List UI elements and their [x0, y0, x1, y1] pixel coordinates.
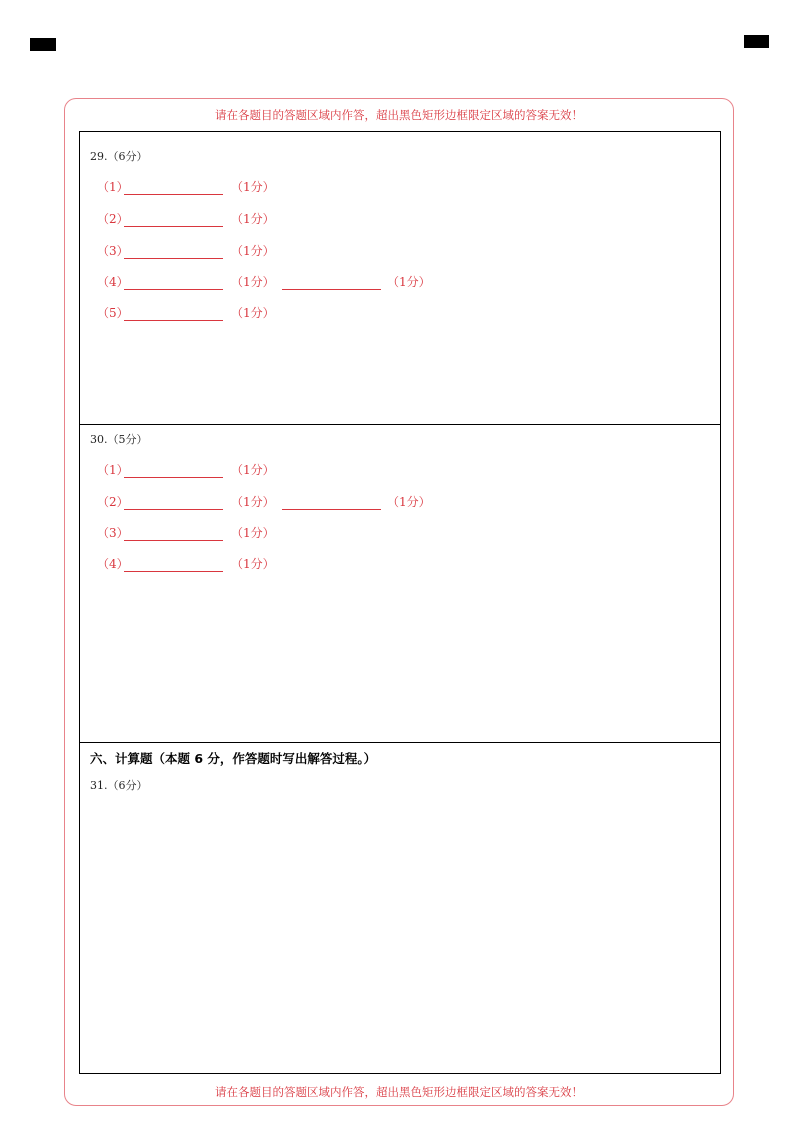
answer-blank[interactable] — [124, 214, 223, 227]
answer-blank[interactable] — [124, 559, 223, 572]
q29-item-2: （2） （1分） — [97, 212, 275, 226]
answer-blank[interactable] — [282, 277, 381, 290]
question-29-label: 29.（6分） — [90, 150, 148, 163]
answer-blank[interactable] — [282, 497, 381, 510]
q29-item-1: （1） （1分） — [97, 180, 275, 194]
q30-item-1: （1） （1分） — [97, 463, 275, 477]
question-31-box[interactable] — [79, 742, 721, 1074]
answer-blank[interactable] — [124, 182, 223, 195]
answer-blank[interactable] — [124, 497, 223, 510]
answer-blank[interactable] — [124, 246, 223, 259]
alignment-marker-right — [744, 35, 769, 48]
section-6-title: 六、计算题（本题 6 分，作答题时写出解答过程。） — [90, 751, 377, 766]
notice-top: 请在各题目的答题区域内作答，超出黑色矩形边框限定区域的答案无效！ — [215, 108, 583, 122]
question-31-label: 31.（6分） — [90, 779, 148, 792]
answer-blank[interactable] — [124, 308, 223, 321]
q30-item-2: （2） （1分） （1分） — [97, 495, 431, 509]
answer-blank[interactable] — [124, 528, 223, 541]
q29-item-3: （3） （1分） — [97, 244, 275, 258]
answer-blank[interactable] — [124, 277, 223, 290]
alignment-marker-left — [30, 38, 56, 51]
notice-bottom: 请在各题目的答题区域内作答，超出黑色矩形边框限定区域的答案无效！ — [215, 1085, 583, 1099]
q30-item-4: （4） （1分） — [97, 557, 275, 571]
q29-item-5: （5） （1分） — [97, 306, 275, 320]
question-30-box — [79, 424, 721, 743]
q29-item-4: （4） （1分） （1分） — [97, 275, 431, 289]
question-30-label: 30.（5分） — [90, 433, 148, 446]
answer-blank[interactable] — [124, 465, 223, 478]
question-29-box — [79, 131, 721, 425]
q30-item-3: （3） （1分） — [97, 526, 275, 540]
